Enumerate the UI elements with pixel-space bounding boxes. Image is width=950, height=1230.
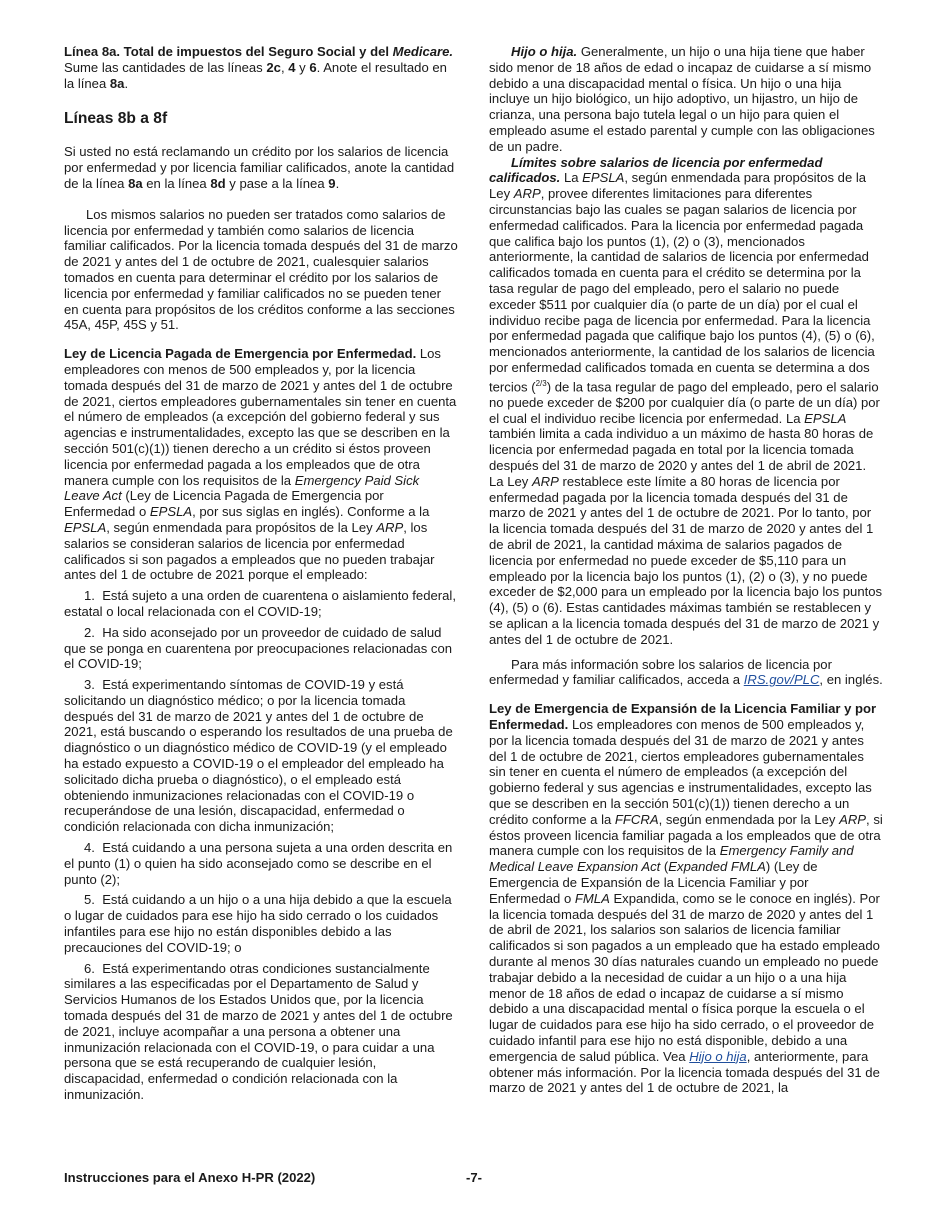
list-item-3: 3. Está experimentando síntomas de COVID-19 y está solicitando un diagnóstico médico; o por la licencia tomada después del 31 de marzo de 2021 y antes del 1 de octubre de 2021, está buscando o esperando los resultados de una prueba de diagnóstico o un diagnóstico médico de COVID-19 (y el empleado ha estado expuesto a COVID-19 o el empleador del empleado ha solicitado dicha prueba o diagnóstico), o el empleado está obteniendo inmunizaciones relacionadas con el COVID-19 o recuperándose de una lesión, discapacidad, enfermedad o condición relacionada con dicha inmunización;: [64, 677, 453, 835]
epsla-heading: Ley de Licencia Pagada de Emergencia por Enfermedad.: [64, 346, 417, 362]
list-item-1: 1. Está sujeto a una orden de cuarentena o aislamiento federal, estatal o local relacionada con el COVID-19;: [64, 588, 456, 619]
line-8a-heading-medicare: Medicare.: [392, 44, 454, 59]
paragraph-hijo-o-hija: Hijo o hija. Generalmente, un hijo o una hija tiene que haber sido menor de 18 años de edad o incapaz de cuidarse a sí mismo debido a una discapacidad mental o física. Un hijo o una hija incluye un hijo biológico, un hijo adoptivo, un hijastro, un hijo de crianza, una persona bajo tutela legal o un hijo para quien el empleado asume el estado parental y cumple con las obligaciones de un padre.: [489, 44, 875, 154]
two-thirds-fraction: 2/3: [535, 378, 547, 388]
right-column: [489, 44, 883, 1096]
list-item-6: 6. Está experimentando otras condiciones sustancialmente similares a las especificadas por el Departamento de Salud y Servicios Humanos de los Estados Unidos que, por la licencia tomada después del 31 de marzo de 2021 y antes del 1 de octubre de 2021, incluye acompañar a una persona a obtener una inmunización relacionada con el COVID-19, o para cuidar a una persona que se está recuperando de cualquier lesión, discapacidad, enfermedad o condición relacionada con la inmunización.: [64, 960, 453, 1103]
page-number: -7-: [466, 1170, 483, 1185]
page-body: [64, 44, 890, 1154]
paragraph-no-credit: Si usted no está reclamando un crédito por los salarios de licencia por enfermedad y por licencia familiar calificados, anote la cantidad de la línea 8a en la línea 8d y pase a la línea 9.: [64, 144, 455, 191]
ffcra-heading: Ley de Emergencia de Expansión de la Licencia Familiar y por Enfermedad.: [489, 701, 877, 733]
line-8a-paragraph: Línea 8a. Total de impuestos del Seguro Social y del Medicare. Sume las cantidades de las líneas 2c, 4 y 6. Anote el resultado en la línea 8a.: [64, 44, 454, 91]
left-column: [64, 44, 458, 1103]
section-heading-8b-8f: Líneas 8b a 8f: [64, 110, 168, 128]
line-8a-heading: Línea 8a. Total de impuestos del Seguro Social y del: [64, 44, 390, 59]
limites-heading: Límites sobre salarios de licencia por enfermedad calificados.: [489, 154, 823, 186]
list-item-4: 4. Está cuidando a una persona sujeta a una orden descrita en el punto (1) o quien ha sido aconsejado como se describe en el punto (2);: [64, 840, 453, 887]
paragraph-same-wages: Los mismos salarios no pueden ser tratados como salarios de licencia por enfermedad y también como salarios de licencia familiar calificados. Por la licencia tomada después del 31 de marzo de 2021 y antes del 1 de octubre de 2021, cualesquier salarios tomados en cuenta para determinar el crédito por los salarios de licencia por enfermedad y familiar calificados no se pueden tener en cuenta para propósitos de los créditos conforme a las secciones 45A, 45P, 45S y 51.: [64, 206, 458, 333]
hijo-o-hija-heading: Hijo o hija.: [511, 44, 578, 59]
paragraph-limites: Límites sobre salarios de licencia por enfermedad calificados. La EPSLA, según enmendada para propósitos de la Ley ARP, provee diferentes limitaciones para diferentes circunstancias bajo las cuales se pagan salarios de licencia por enfermedad calificados. Para la licencia por enfermedad pagada que califica bajo los puntos (1), (2) o (3), mencionados anteriormente, la cantidad de salarios de licencia por enfermedad calificados tomada en cuenta para el crédito se determina por la tasa regular de pago del empleado, pero el salario no puede exceder $511 por cualquier día (o parte de un día) por el cual el individuo recibe paga de licencia por enfermedad. Para la licencia por enfermedad pagada que califique bajo los puntos (4), (5) o (6), mencionados anteriormente, la cantidad de los salarios de licencia por enfermedad calificados tomada en cuenta se determina a dos tercios ($^{2/3}$) de la tasa regular de pago del empleado, pero el salario no puede exceder de $200 por cualquier día (o parte de un día) por el cual el individuo recibe licencia por enfermedad. La EPSLA también limita a cada individuo a un máximo de hasta 80 horas de licencia por enfermedad pagada en total por la licencia tomada después del 31 de marzo de 2020 y antes del 1 de abril de 2021. La Ley ARP restablece este límite a 80 horas de licencia por enfermedad pagada por la licencia tomada después del 31 de marzo de 2021 y antes del 1 de octubre de 2021. Por lo tanto, por la licencia tomada después del 31 de marzo de 2020 y antes del 1 de abril de 2021, la cantidad máxima de salarios pagados de licencia por enfermedad no puede exceder de $5,110 para un empleado por la licencia bajo los puntos (1), (2) o (3), y no puede exceder de $2,000 para un empleado por la licencia bajo los puntos (4), (5) o (6). Estas cantidades máximas también se restablecen y se aplican a la licencia tomada después del 31 de marzo de 2021 y antes del 1 de octubre de 2021.: [489, 154, 883, 647]
paragraph-epsla: Ley de Licencia Pagada de Emergencia por Enfermedad. Los empleadores con menos de 500 empleados y, por la licencia tomada después del 31 de marzo de 2021 y antes del 1 de octubre de 2021, ciertos empleadores gubernamentales sin tener en cuenta el número de empleados (a excepción del gobierno federal y sus agencias e instrumentalidades, excepto las que se describen en la sección 501(c)(1)) tienen derecho a un crédito si éstos proveen licencia por enfermedad pagada a los empleados que de otra manera cumple con los requisitos de la Emergency Paid Sick Leave Act (Ley de Licencia Pagada de Emergencia por Enfermedad o EPSLA, por sus siglas en inglés). Conforme a la EPSLA, según enmendada para propósitos de la Ley ARP, los salarios se consideran salarios de licencia por enfermedad calificados si son pagados a empleados que no pueden trabajar antes del 1 de octubre de 2021 porque el empleado:: [64, 346, 457, 583]
list-item-5: 5. Está cuidando a un hijo o a una hija debido a que la escuela o lugar de cuidados para ese hijo ha sido cerrado o los cuidados infantiles para ese hijo no están disponibles debido a las precauciones del COVID-19; o: [64, 892, 452, 955]
paragraph-more-info: Para más información sobre los salarios de licencia por enfermedad y familiar calificados, acceda a IRS.gov/PLC, en inglés.: [489, 656, 883, 688]
list-item-2: 2. Ha sido aconsejado por un proveedor de cuidado de salud que se ponga en cuarentena por preocupaciones relacionadas con el COVID-19;: [64, 624, 453, 672]
hijo-o-hija-link[interactable]: Hijo o hija: [689, 1048, 747, 1064]
paragraph-ffcra: Ley de Emergencia de Expansión de la Licencia Familiar y por Enfermedad. Los empleadores con menos de 500 empleados y, por la licencia tomada después del 31 de marzo de 2021 y antes del 1 de octubre de 2021, ciertos empleadores gubernamentales sin tener en cuenta el número de empleados (a excepción del gobierno federal y sus agencias e instrumentalidades, excepto las que se describen en la sección 501(c)(1)) tienen derecho a un crédito conforme a la FFCRA, según enmendada por la Ley ARP, si éstos proveen licencia familiar pagada a los empleados que de otra manera cumple con los requisitos de la Emergency Family and Medical Leave Expansion Act (Expanded FMLA) (Ley de Emergencia de Expansión de la Licencia Familiar y por Enfermedad o FMLA Expandida, como se le conoce en inglés). Por la licencia tomada después del 31 de marzo de 2020 y antes del 1 de abril de 2021, los salarios son salarios de licencia familiar calificados si son pagados a un empleado que ha estado empleado durante al menos 30 días naturales cuando un empleado no puede trabajar debido a la necesidad de cuidar a un hijo o a una hija menor de 18 años de edad o incapaz de cuidarse a sí mismo debido a una discapacidad mental o física porque la escuela o el lugar de cuidados para ese hijo ha sido cerrado, o el proveedor de cuidado infantil para ese hijo no está disponible, debido a una emergencia de salud pública. Vea Hijo o hija, anteriormente, para obtener más información. Por la licencia tomada después del 31 de marzo de 2021 y antes del 1 de octubre de 2021, la: [489, 701, 883, 1096]
footer-title: Instrucciones para el Anexo H-PR (2022): [64, 1170, 316, 1185]
irs-plc-link[interactable]: IRS.gov/PLC: [743, 672, 820, 688]
